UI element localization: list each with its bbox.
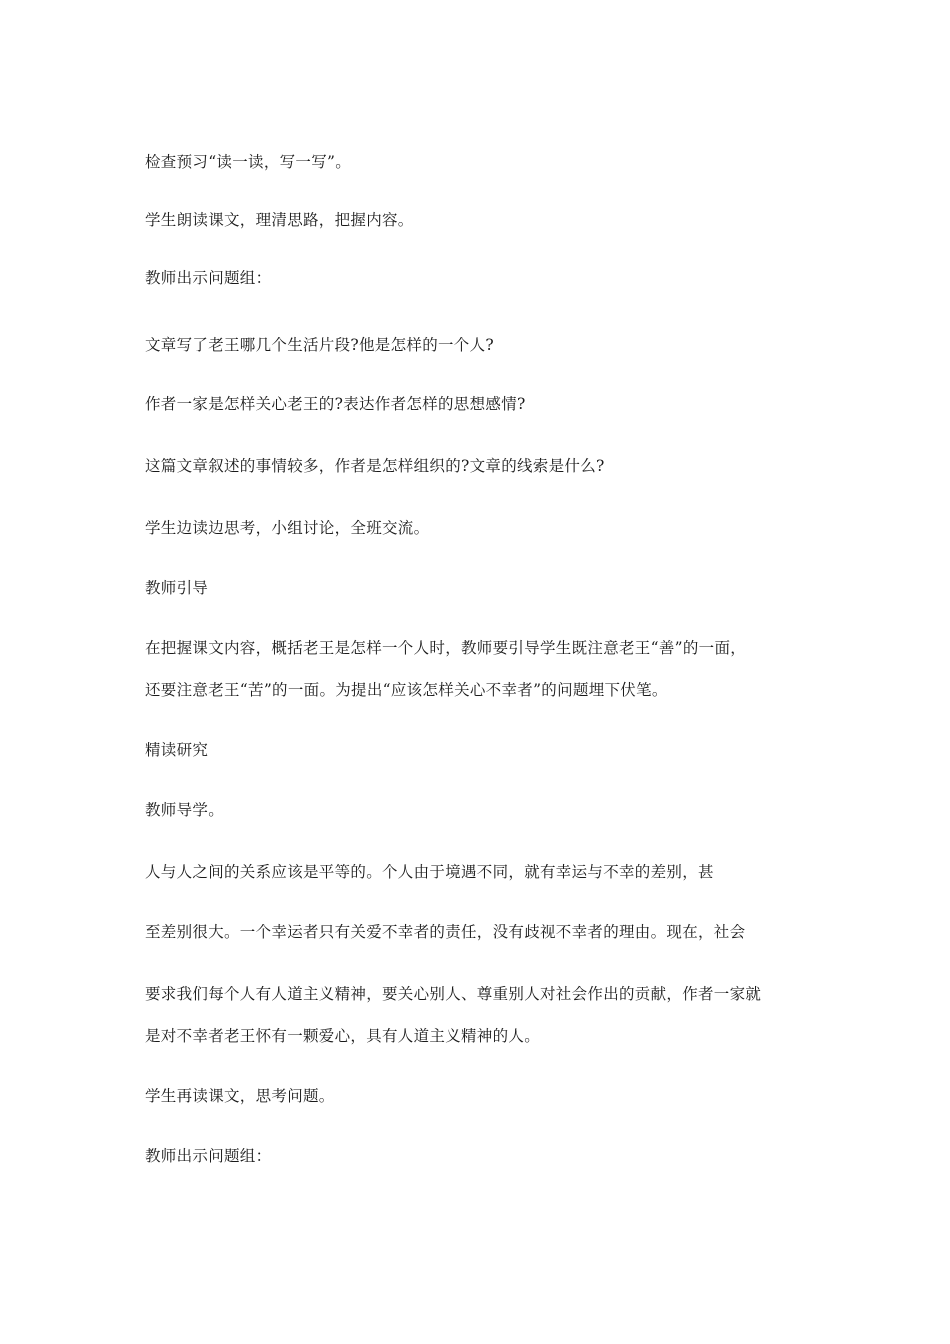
text-line: 人与人之间的关系应该是平等的。个人由于境遇不同，就有幸运与不幸的差别，甚 (145, 863, 714, 881)
text-line: 至差别很大。一个幸运者只有关爱不幸者的责任，没有歧视不幸者的理由。现在，社会 (145, 923, 746, 941)
text-line: 是对不幸者老王怀有一颗爱心，具有人道主义精神的人。 (145, 1027, 541, 1045)
text-line: 这篇文章叙述的事情较多，作者是怎样组织的?文章的线索是什么? (145, 457, 605, 475)
text-line: 在把握课文内容，概括老王是怎样一个人时，教师要引导学生既注意老王“善”的一面， (145, 639, 747, 657)
text-line: 还要注意老王“苦”的一面。为提出“应该怎样关心不幸者”的问题埋下伏笔。 (145, 681, 668, 699)
text-line: 学生再读课文，思考问题。 (145, 1087, 335, 1105)
text-line: 教师出示问题组： (145, 269, 272, 287)
text-line: 学生边读边思考，小组讨论，全班交流。 (145, 519, 430, 537)
text-line: 教师导学。 (145, 801, 225, 819)
text-line: 文章写了老王哪几个生活片段?他是怎样的一个人? (145, 336, 495, 354)
text-line: 教师引导 (145, 579, 209, 597)
text-line: 教师出示问题组： (145, 1147, 272, 1165)
text-line: 检查预习“读一读，写一写”。 (145, 153, 352, 171)
text-line: 精读研究 (145, 741, 209, 759)
text-line: 学生朗读课文，理清思路，把握内容。 (145, 211, 414, 229)
text-line: 作者一家是怎样关心老王的?表达作者怎样的思想感情? (145, 395, 526, 413)
text-line: 要求我们每个人有人道主义精神，要关心别人、尊重别人对社会作出的贡献，作者一家就 (145, 985, 762, 1003)
